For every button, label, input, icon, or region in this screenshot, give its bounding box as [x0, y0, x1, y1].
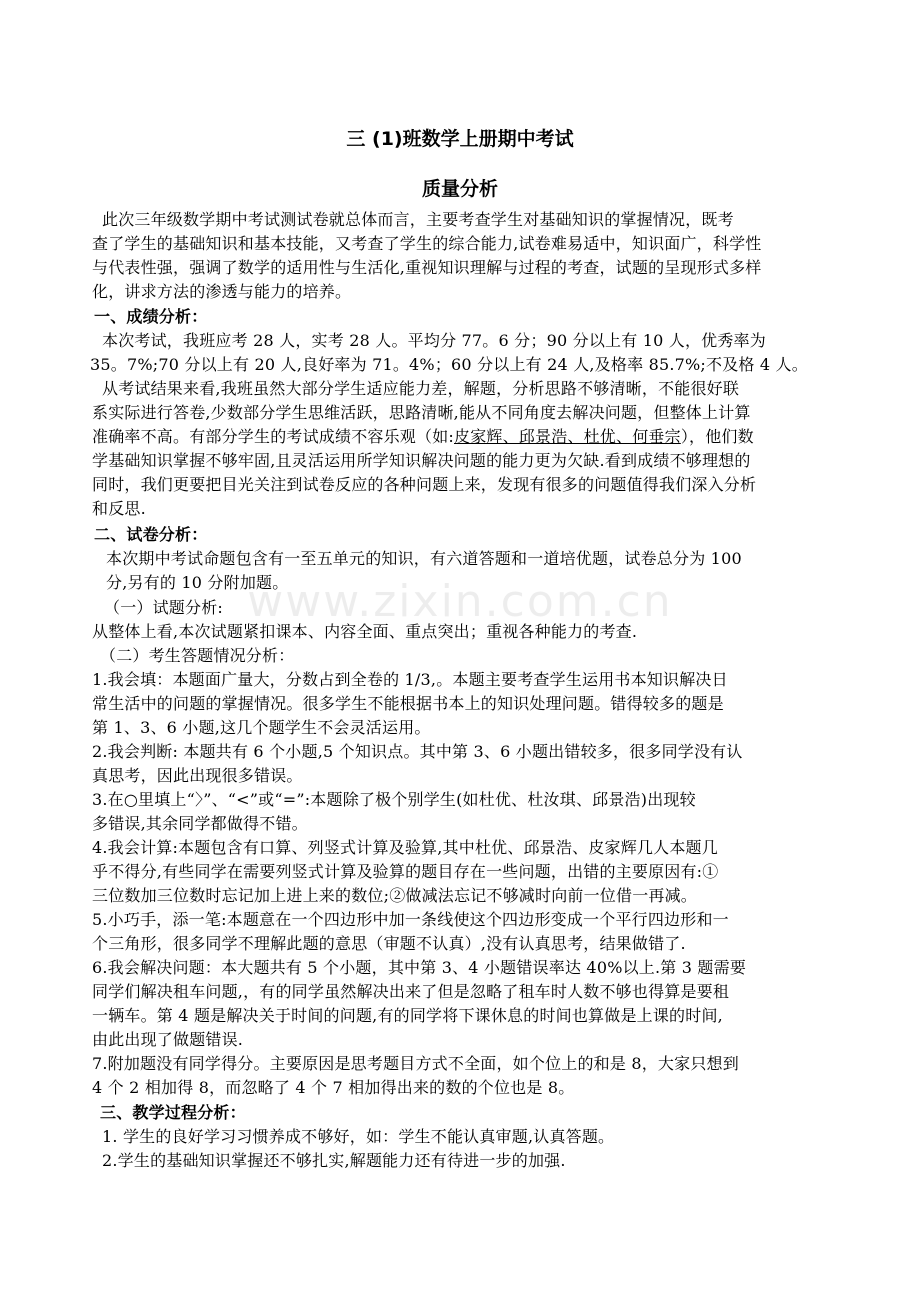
- paragraph-line: 35。7%;70 分以上有 20 人,良好率为 71。4%；60 分以上有 24 人,及格率 85.7%;不及格 4 人。: [90, 355, 808, 374]
- paragraph-line: [92, 425, 828, 449]
- paragraph-text: ），他们数: [680, 427, 754, 446]
- watermark: www.zixin.com.cn: [247, 576, 673, 627]
- paragraph-line: 本次期中考试命题包含有一至五单元的知识，有六道答题和一道培优题，试卷总分为 100: [106, 549, 742, 568]
- list-item-line: 7.附加题没有同学得分。主要原因是思考题目方式不全面，如个位上的和是 8，大家只想到: [92, 1054, 739, 1073]
- list-item-line: 1.我会填：本题面广量大，分数占到全卷的 1/3,。本题主要考查学生运用书本知识解决日: [92, 670, 728, 689]
- list-item-line: 1. 学生的良好学习习惯养成不够好，如：学生不能认真审题,认真答题。: [102, 1127, 615, 1146]
- list-item-line: 5.小巧手，添一笔:本题意在一个四边形中加一条线使这个四边形变成一个平行四边形和一: [92, 910, 729, 929]
- list-item-line: 第 1、3、6 小题,这几个题学生不会灵活运用。: [92, 718, 431, 737]
- list-item-line: 2.学生的基础知识掌握还不够扎实,解题能力还有待进一步的加强.: [102, 1151, 566, 1170]
- student-names: 皮家辉、邱景浩、杜优、何垂宗: [454, 427, 681, 446]
- paragraph-line: 从考试结果来看,我班虽然大部分学生适应能力差，解题，分析思路不够清晰，不能很好联: [102, 379, 740, 398]
- subheading: （二）考生答题情况分析：: [100, 646, 295, 665]
- section-heading: 三、教学过程分析：: [100, 1103, 246, 1122]
- list-item-line: 4 个 2 相加得 8，而忽略了 4 个 7 相加得出来的数的个位也是 8。: [92, 1078, 575, 1097]
- subheading: （一）试题分析:: [104, 598, 223, 617]
- section-heading: 一、成绩分析：: [94, 307, 208, 326]
- intro-line: 与代表性强，强调了数学的适用性与生活化,重视知识理解与过程的考查，试题的呈现形式多样: [92, 258, 762, 277]
- paragraph-line: 和反思.: [92, 499, 146, 518]
- document-subtitle: 质量分析: [421, 178, 498, 200]
- intro-line: 查了学生的基础知识和基本技能，又考查了学生的综合能力,试卷难易适中，知识面广，科学性: [92, 234, 762, 253]
- paragraph-line: 系实际进行答卷,少数部分学生思维活跃，思路清晰,能从不同角度去解决问题，但整体上计算: [92, 403, 751, 422]
- list-item-line: 4.我会计算:本题包含有口算、列竖式计算及验算,其中杜优、邱景浩、皮家辉几人本题几: [92, 838, 718, 857]
- list-item-line: 多错误,其余同学都做得不错。: [92, 814, 308, 833]
- intro-line: 化，讲求方法的渗透与能力的培养。: [92, 282, 352, 301]
- paragraph-line: 从整体上看,本次试题紧扣课本、内容全面、重点突出；重视各种能力的考查.: [92, 622, 638, 641]
- list-item-line: 乎不得分,有些同学在需要列竖式计算及验算的题目存在一些问题，出错的主要原因有:①: [92, 862, 719, 881]
- list-item-line: 由此出现了做题错误.: [92, 1030, 244, 1049]
- paragraph-line: 分,另有的 10 分附加题。: [106, 573, 289, 592]
- paragraph-line: 本次考试，我班应考 28 人，实考 28 人。平均分 77。6 分；90 分以上有 10 人，优秀率为: [102, 331, 766, 350]
- paragraph-line: 同时，我们更要把目光关注到试卷反应的各种问题上来，发现有很多的问题值得我们深入分析: [92, 475, 757, 494]
- list-item-line: 6.我会解决问题：本大题共有 5 个小题，其中第 3、4 小题错误率达 40%以上.第 3 题需要: [92, 958, 747, 977]
- section-heading: 二、试卷分析：: [94, 525, 208, 544]
- list-item-line: 同学们解决租车问题,，有的同学虽然解决出来了但是忽略了租车时人数不够也得算是要租: [92, 982, 730, 1001]
- paragraph-line: 学基础知识掌握不够牢固,且灵活运用所学知识解决问题的能力更为欠缺.看到成绩不够理想的: [92, 451, 751, 470]
- intro-line: 此次三年级数学期中考试测试卷就总体而言，主要考查学生对基础知识的掌握情况，既考: [102, 210, 734, 229]
- list-item-line: 3.在○里填上“〉”、“<”或“=”:本题除了极个别学生(如杜优、杜汝琪、邱景浩)出现较: [92, 790, 696, 809]
- list-item-line: 三位数加三位数时忘记加上进上来的数位;②做减法忘记不够减时向前一位借一再减。: [92, 886, 697, 905]
- list-item-line: 真思考，因此出现很多错误。: [92, 766, 303, 785]
- document-title: 三 (1)班数学上册期中考试: [346, 128, 574, 150]
- list-item-line: 个三角形，很多同学不理解此题的意思（审题不认真）,没有认真思考，结果做错了.: [92, 934, 686, 953]
- paragraph-text: 准确率不高。有部分学生的考试成绩不容乐观（如:: [92, 427, 454, 446]
- list-item-line: 常生活中的问题的掌握情况。很多学生不能根据书本上的知识处理问题。错得较多的题是: [92, 694, 724, 713]
- list-item-line: 一辆车。第 4 题是解决关于时间的问题,有的同学将下课休息的时间也算做是上课的时间,: [92, 1006, 723, 1025]
- list-item-line: 2.我会判断: 本题共有 6 个小题,5 个知识点。其中第 3、6 小题出错较多，很多同学没有认: [92, 742, 743, 761]
